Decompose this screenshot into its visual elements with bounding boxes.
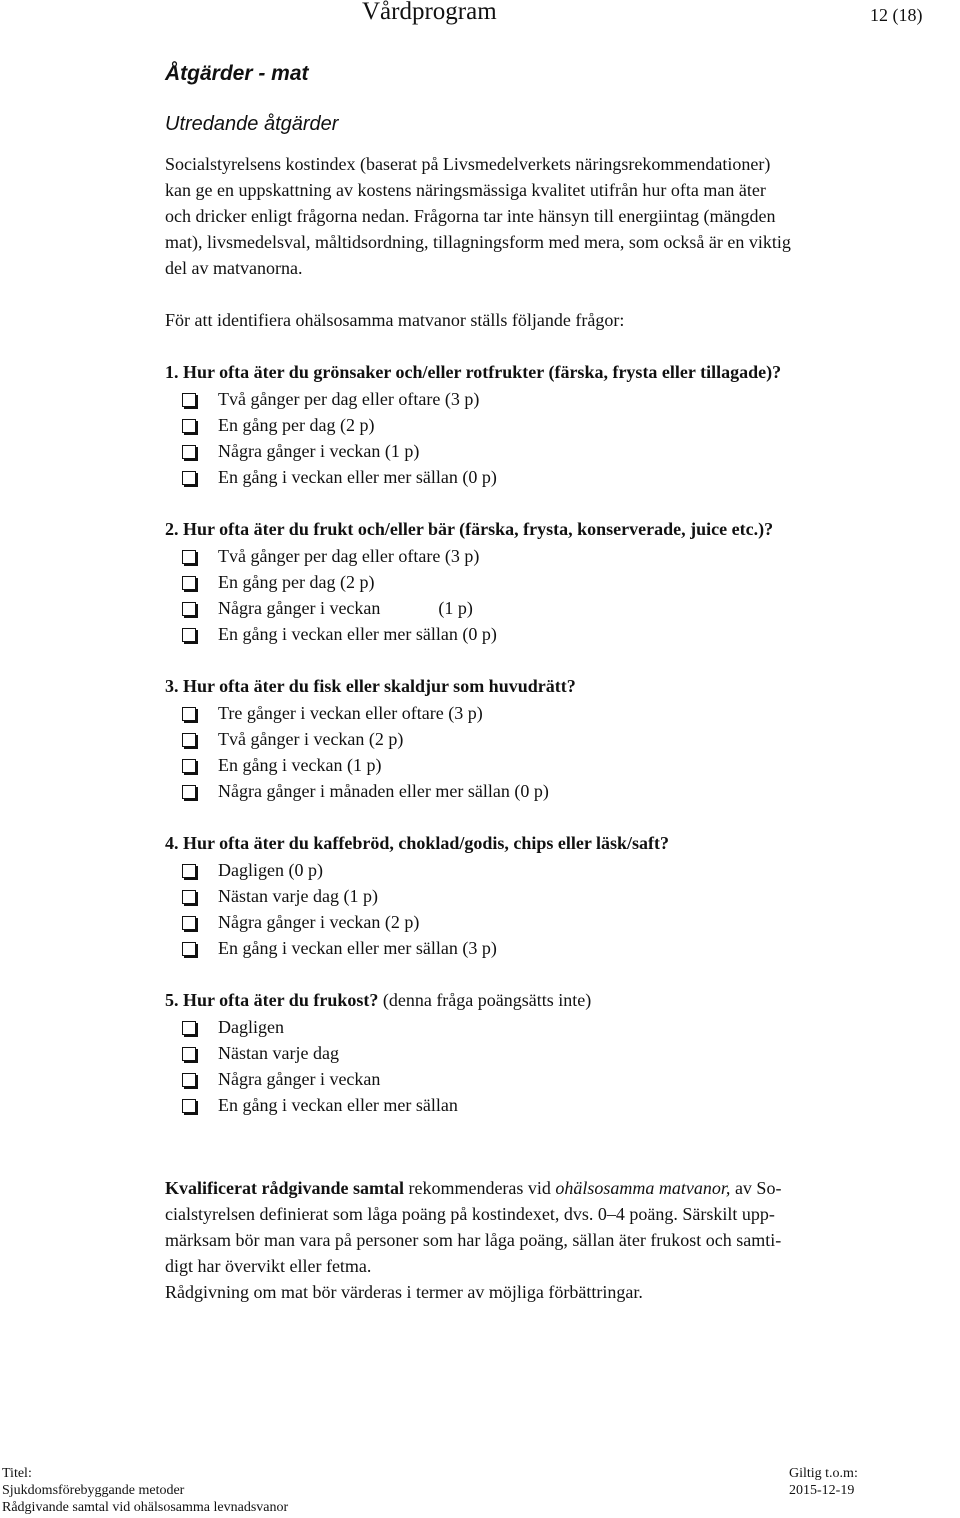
option-label: Två gånger per dag eller oftare (3 p)	[218, 389, 480, 409]
question-1: 1. Hur ofta äter du grönsaker och/eller rotfrukter (färska, frysta eller tillagade)?	[165, 362, 782, 382]
summary-bold: Kvalificerat rådgivande samtal	[165, 1178, 404, 1198]
footer-valid-date: 2015-12-19	[789, 1483, 855, 1498]
checkbox-icon[interactable]	[182, 602, 196, 616]
option[interactable]	[182, 703, 483, 724]
question-2: 2. Hur ofta äter du frukt och/eller bär (färska, frysta, konserverade, juice etc.)?	[165, 519, 774, 539]
summary-text: rekommenderas vid	[403, 1178, 556, 1198]
footer-title-line2: Rådgivande samtal vid ohälsosamma levnadsvanor	[2, 1500, 289, 1515]
question-text: 5. Hur ofta äter du frukost?	[165, 990, 379, 1010]
option[interactable]	[182, 912, 419, 933]
option[interactable]	[182, 624, 497, 645]
document-title: Vårdprogram	[362, 0, 497, 25]
summary-paragraph	[165, 1175, 781, 1305]
option[interactable]	[182, 1017, 284, 1038]
option-label: Några gånger i månaden eller mer sällan (0 p)	[218, 781, 549, 801]
summary-line	[165, 1175, 781, 1201]
checkbox-icon[interactable]	[182, 445, 196, 459]
footer-title-line1: Sjukdomsförebyggande metoder	[2, 1483, 185, 1498]
lead-text: För att identifiera ohälsosamma matvanor ställs följande frågor:	[165, 310, 625, 330]
option[interactable]	[182, 860, 323, 881]
summary-text: av So-	[730, 1178, 782, 1198]
checkbox-icon[interactable]	[182, 1073, 196, 1087]
question-note: (denna fråga poängsätts inte)	[382, 990, 592, 1010]
summary-line: märksam bör man vara på personer som har låga poäng, sällan äter frukost och samti-	[165, 1230, 782, 1250]
checkbox-icon[interactable]	[182, 707, 196, 721]
option-label: Några gånger i veckan	[218, 1069, 381, 1089]
option-label: Tre gånger i veckan eller oftare (3 p)	[218, 703, 483, 723]
checkbox-icon[interactable]	[182, 1099, 196, 1113]
option[interactable]	[182, 467, 497, 488]
option-label: Några gånger i veckan (2 p)	[218, 912, 420, 932]
checkbox-icon[interactable]	[182, 942, 196, 956]
question-4: 4. Hur ofta äter du kaffebröd, choklad/godis, chips eller läsk/saft?	[165, 833, 670, 853]
option[interactable]	[182, 729, 403, 750]
option[interactable]	[182, 572, 374, 593]
section-title: Åtgärder - mat	[165, 62, 309, 85]
option-label: Nästan varje dag (1 p)	[218, 886, 378, 906]
subsection-title: Utredande åtgärder	[165, 113, 339, 135]
option-label: En gång per dag (2 p)	[218, 415, 375, 435]
footer-valid-label: Giltig t.o.m:	[789, 1466, 858, 1481]
intro-line: kan ge en uppskattning av kostens näringsmässiga kvalitet utifrån hur ofta man äter	[165, 180, 766, 200]
option[interactable]	[182, 1043, 339, 1064]
summary-italic: ohälsosamma matvanor,	[555, 1178, 731, 1198]
intro-paragraph	[165, 151, 960, 281]
option-label: En gång i veckan eller mer sällan (0 p)	[218, 467, 497, 487]
option[interactable]	[182, 938, 497, 959]
summary-line: cialstyrelsen definierat som låga poäng på kostindexet, dvs. 0–4 poäng. Särskilt upp-	[165, 1204, 775, 1224]
summary-line: digt har övervikt eller fetma.	[165, 1256, 372, 1276]
option-points: (1 p)	[438, 598, 473, 618]
option[interactable]	[182, 781, 549, 802]
option[interactable]	[182, 415, 374, 436]
option[interactable]	[182, 886, 378, 907]
option-label: Några gånger i veckan (1 p)	[218, 441, 420, 461]
option-label: En gång i veckan (1 p)	[218, 755, 382, 775]
checkbox-icon[interactable]	[182, 393, 196, 407]
intro-line: och dricker enligt frågorna nedan. Frågorna tar inte hänsyn till energiintag (mängden	[165, 206, 776, 226]
intro-line: mat), livsmedelsval, måltidsordning, tillagningsform med mera, som också är en viktig	[165, 232, 791, 252]
page-number: 12 (18)	[870, 5, 923, 25]
footer-title-label: Titel:	[2, 1466, 32, 1481]
checkbox-icon[interactable]	[182, 550, 196, 564]
intro-line: Socialstyrelsens kostindex (baserat på Livsmedelverkets näringsrekommendationer)	[165, 154, 771, 174]
option-label: En gång per dag (2 p)	[218, 572, 375, 592]
option-label: En gång i veckan eller mer sällan	[218, 1095, 458, 1115]
option-label: Två gånger per dag eller oftare (3 p)	[218, 546, 480, 566]
option[interactable]	[182, 389, 479, 410]
summary-line: Rådgivning om mat bör värderas i termer av möjliga förbättringar.	[165, 1282, 643, 1302]
option[interactable]	[182, 1095, 458, 1116]
option[interactable]	[182, 546, 479, 567]
checkbox-icon[interactable]	[182, 628, 196, 642]
checkbox-icon[interactable]	[182, 1021, 196, 1035]
option-label: Två gånger i veckan (2 p)	[218, 729, 404, 749]
option[interactable]	[182, 598, 473, 619]
checkbox-icon[interactable]	[182, 471, 196, 485]
option-label: Några gånger i veckan	[218, 598, 381, 618]
option[interactable]	[182, 755, 381, 776]
option-label: Dagligen	[218, 1017, 284, 1037]
option[interactable]	[182, 1069, 380, 1090]
option-label: Nästan varje dag	[218, 1043, 339, 1063]
option-label: En gång i veckan eller mer sällan (3 p)	[218, 938, 497, 958]
checkbox-icon[interactable]	[182, 890, 196, 904]
question-3: 3. Hur ofta äter du fisk eller skaldjur som huvudrätt?	[165, 676, 576, 696]
checkbox-icon[interactable]	[182, 759, 196, 773]
option[interactable]	[182, 441, 419, 462]
checkbox-icon[interactable]	[182, 576, 196, 590]
option-label: En gång i veckan eller mer sällan (0 p)	[218, 624, 497, 644]
checkbox-icon[interactable]	[182, 785, 196, 799]
checkbox-icon[interactable]	[182, 916, 196, 930]
checkbox-icon[interactable]	[182, 419, 196, 433]
option-label: Dagligen (0 p)	[218, 860, 323, 880]
checkbox-icon[interactable]	[182, 733, 196, 747]
question-5	[165, 990, 591, 1011]
intro-line: del av matvanorna.	[165, 258, 303, 278]
checkbox-icon[interactable]	[182, 864, 196, 878]
checkbox-icon[interactable]	[182, 1047, 196, 1061]
